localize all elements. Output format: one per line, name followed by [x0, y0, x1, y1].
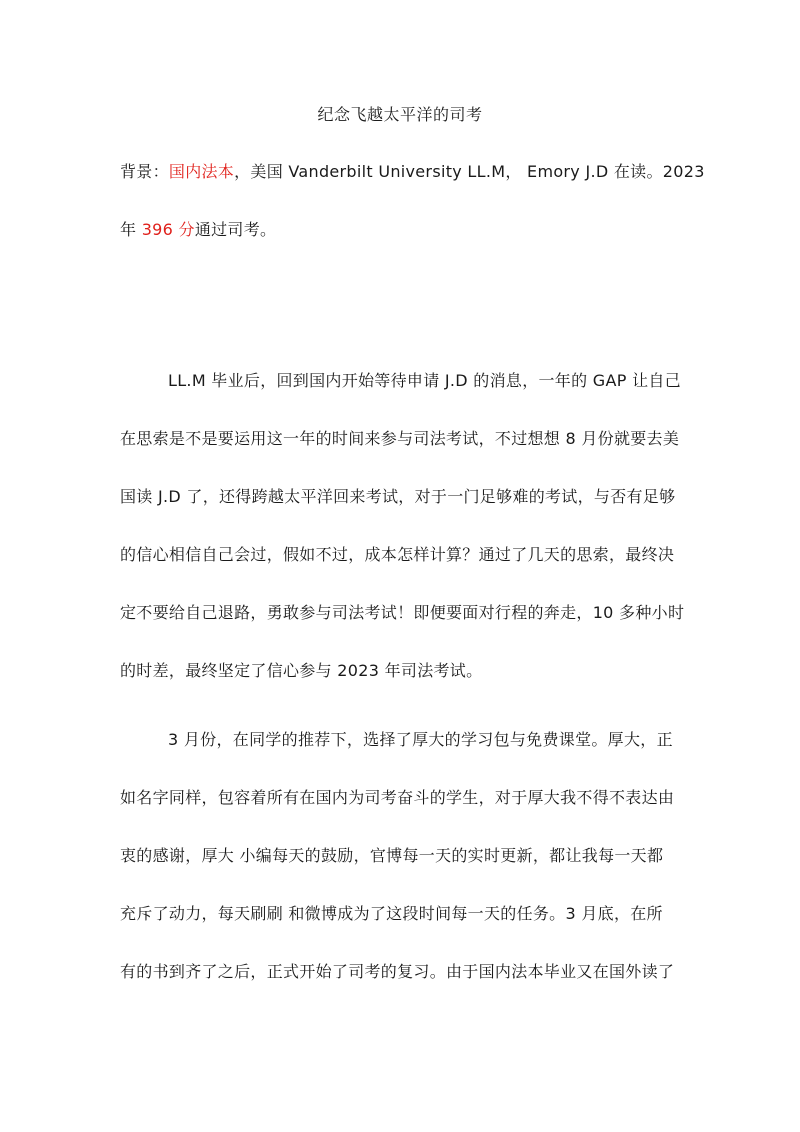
background-line-2: [120, 201, 685, 259]
paragraph-2: [120, 711, 685, 1001]
paragraph-1-line: 的时差，最终坚定了信心参与 2023 年司法考试。: [120, 661, 483, 680]
background-section: [120, 143, 705, 259]
paragraph-1-line: 在思索是不是要运用这一年的时间来参与司法考试，不过想想 8 月份就要去美: [120, 429, 680, 448]
document-title: 纪念飞越太平洋的司考: [317, 105, 483, 124]
paragraph-1-line: LL.M 毕业后，回到国内开始等待申请 J.D 的消息，一年的 GAP 让自己: [168, 371, 681, 390]
year-text: 年: [120, 220, 142, 239]
highlight-degree: 国内法本: [168, 162, 235, 181]
paragraph-1: [120, 352, 685, 700]
background-detail: ，美国 Vanderbilt University LL.M， Emory J.D 在读。2023: [234, 162, 705, 181]
paragraph-2-line: 充斥了动力，每天刷刷 和微博成为了这段时间每一天的任务。3 月底，在所: [120, 904, 663, 923]
highlight-score: 396 分: [141, 220, 195, 239]
paragraph-1-line: 定不要给自己退路，勇敢参与司法考试！即便要面对行程的奔走，10 多种小时: [120, 603, 685, 622]
paragraph-2-line: 3 月份，在同学的推荐下，选择了厚大的学习包与免费课堂。厚大，正: [168, 730, 673, 749]
paragraph-2-line: 衷的感谢，厚大 小编每天的鼓励，官博每一天的实时更新，都让我每一天都: [120, 846, 664, 865]
pass-text: 通过司考。: [194, 220, 277, 239]
background-label: 背景：: [120, 162, 169, 181]
paragraph-1-line: 的信心相信自己会过，假如不过，成本怎样计算？通过了几天的思索，最终决: [120, 545, 675, 564]
paragraph-2-line: 有的书到齐了之后，正式开始了司考的复习。由于国内法本毕业又在国外读了: [120, 962, 675, 981]
paragraph-2-line: 如名字同样，包容着所有在国内为司考奋斗的学生，对于厚大我不得不表达由: [120, 788, 675, 807]
background-line-1: [120, 143, 705, 201]
paragraph-1-line: 国读 J.D 了，还得跨越太平洋回来考试，对于一门足够难的考试，与否有足够: [120, 487, 676, 506]
